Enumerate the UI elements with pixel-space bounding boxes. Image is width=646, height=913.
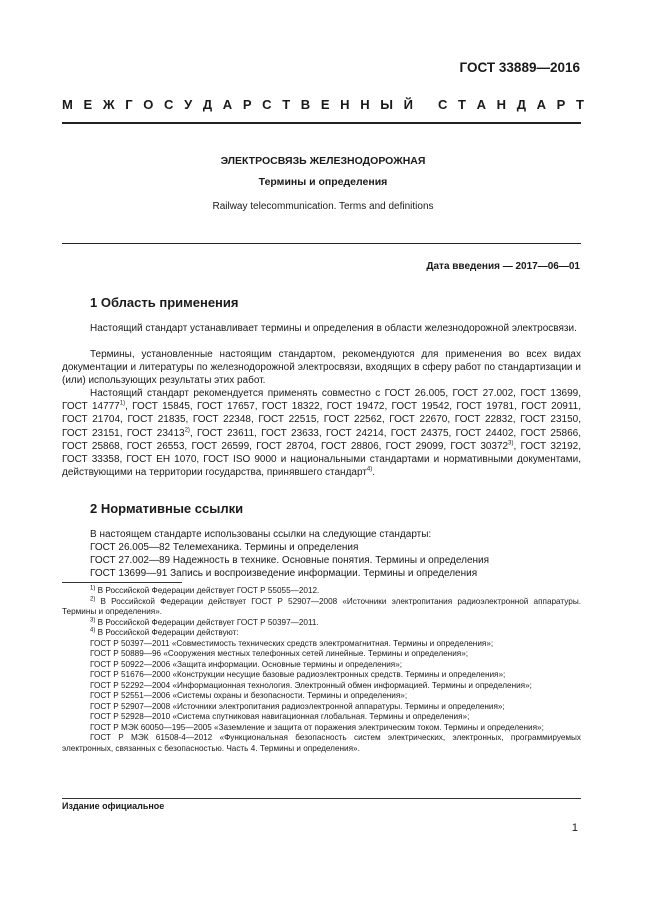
footnote-ref-2: 2)	[184, 427, 190, 434]
normative-reference: ГОСТ 26.005—82 Телемеханика. Термины и определения	[90, 542, 359, 553]
heading-letter: Е	[83, 97, 93, 112]
heading-letter: Р	[556, 97, 566, 112]
footnote-4-item: ГОСТ Р 50922—2006 «Защита информации. Основные термины и определения»;	[90, 659, 403, 669]
heading-gap	[424, 97, 428, 112]
footnote-4-item: ГОСТ Р 52928—2010 «Система спутниковая навигационная глобальная. Термины и определения»;	[90, 712, 470, 721]
heading-letter: Д	[516, 97, 526, 112]
heading-letter: С	[262, 97, 272, 112]
heading-letter: О	[143, 97, 154, 112]
heading-letter: Д	[202, 97, 213, 112]
edition-label: Издание официальное	[62, 801, 165, 811]
footnote-separator	[62, 582, 182, 583]
footnote-4-item: ГОСТ Р 51676—2000 «Конструкции несущие базовые радиоэлектронных средств. Термины и определения»;	[90, 670, 506, 679]
heading-letter: Н	[340, 97, 350, 112]
footnote-ref-4: 4)	[366, 466, 373, 473]
document-subtitle: Термины и определения	[258, 176, 388, 188]
section-2-line: В настоящем стандарте использованы ссылки на следующие стандарты:	[90, 529, 432, 540]
heading-letter: Й	[403, 97, 413, 112]
heading-letter: А	[536, 97, 546, 112]
heading-letter: Н	[360, 97, 370, 112]
footnote-ref-1: 1)	[119, 400, 126, 407]
heading-letter: Р	[242, 97, 252, 112]
section-2-heading: 2 Нормативные ссылки	[90, 501, 244, 516]
normative-reference: ГОСТ 27.002—89 Надежность в технике. Основные понятия. Термины и определения	[90, 555, 490, 566]
heading-letter: С	[437, 97, 448, 112]
page-number: 1	[571, 822, 578, 834]
document-number: ГОСТ 33889—2016	[459, 60, 580, 75]
heading-letter: А	[222, 97, 233, 112]
section-1-paragraph-1: Настоящий стандарт устанавливает термины и определения в области железнодорожной электросвязи.	[90, 323, 577, 334]
footnote-ref-3: 3)	[508, 440, 514, 447]
footnote-4-item: ГОСТ Р МЭК 61508-4—2012 «Функциональная безопасность систем электрических, электронных, программируемых электронных, связанных с безопасностью. Часть 4. Термины и определения».	[62, 733, 581, 753]
heading-letter: Т	[282, 97, 291, 112]
heading-letter: А	[476, 97, 486, 112]
footnote-4-item: ГОСТ Р 52551—2006 «Системы охраны и безопасности. Термины и определения»;	[90, 691, 408, 700]
introduction-date: Дата введения — 2017—06—01	[426, 261, 580, 272]
footnotes-block	[62, 586, 581, 754]
section-1-paragraph-2: Термины, установленные настоящим стандартом, рекомендуются для применения во всех видах документации и литературы по железнодорожной электросвязи, входящих в сферу работ по стандартизации и (или) использующих результаты этих работ.	[62, 349, 581, 387]
footnote-4-item: ГОСТ Р 52907—2008 «Источники электропитания радиоэлектронной аппаратуры. Термины и определения»;	[90, 701, 505, 711]
footnote-4-item: ГОСТ Р 50397—2011 «Совместимость технических средств электромагнитная. Термины и определения»;	[90, 638, 494, 648]
top-rule	[62, 122, 581, 124]
section-1-heading: 1 Область применения	[90, 295, 239, 310]
title-rule	[62, 243, 581, 244]
edition-rule	[62, 798, 581, 799]
heading-letter: У	[184, 97, 193, 112]
standard-type-heading	[62, 97, 584, 112]
footnote-4-item: ГОСТ Р 50889—96 «Сооружения местных телефонных сетей линейные. Термины и определения»;	[90, 649, 469, 658]
normative-reference: ГОСТ 13699—91 Запись и воспроизведение информации. Термины и определения	[90, 568, 478, 579]
heading-letter: Т	[457, 97, 466, 112]
heading-letter: Н	[496, 97, 507, 112]
heading-letter: Ы	[380, 97, 393, 112]
document-title: ЭЛЕКТРОСВЯЗЬ ЖЕЛЕЗНОДОРОЖНАЯ	[220, 155, 426, 167]
footnote-2: $^{2)}$ В Российской Федерации действует ГОСТ Р 52907—2008 «Источники электропитания радиоэлектронной аппаратуры. Термины и определения».	[62, 595, 581, 616]
heading-letter: Г	[125, 97, 133, 112]
heading-letter: М	[62, 97, 73, 112]
heading-letter: Ж	[102, 97, 115, 112]
footnote-4-item: ГОСТ Р МЭК 60050—195—2005 «Заземление и защита от поражения электрическим током. Термины и определения»;	[90, 722, 544, 732]
heading-letter: С	[164, 97, 174, 112]
english-title: Railway telecommunication. Terms and definitions	[212, 201, 434, 212]
footnote-4: $^{4)}$ В Российской Федерации действуют:	[90, 627, 239, 637]
heading-letter: В	[300, 97, 311, 112]
footnote-3: $^{3)}$ В Российской Федерации действует ГОСТ Р 50397—2011.	[90, 616, 319, 627]
footnote-4-item: ГОСТ Р 52292—2004 «Информационная технология. Электронный обмен информацией. Термины и определения»;	[90, 680, 532, 690]
heading-letter: Т	[575, 97, 584, 112]
heading-letter: Е	[320, 97, 330, 112]
footnote-1: $^{1)}$ В Российской Федерации действует ГОСТ Р 55055—2012.	[90, 585, 320, 595]
section-1-paragraph-3: Настоящий стандарт рекомендуется применять совместно с ГОСТ 26.005, ГОСТ 27.002, ГОСТ 13699, ГОСТ 14777$^{1)}$, ГОСТ 15845, ГОСТ 17657, ГОСТ 18322, ГОСТ 19472, ГОСТ 19542, ГОСТ 19781, ГОСТ 20911, ГОСТ 21704, ГОСТ 21835, ГОСТ 22348, ГОСТ 22515, ГОСТ 22562, ГОСТ 22670, ГОСТ 22832, ГОСТ 23150, ГОСТ 23151, ГОСТ 23413$^{2)}$, ГОСТ 23611, ГОСТ 23633, ГОСТ 24214, ГОСТ 24375, ГОСТ 24402, ГОСТ 25866, ГОСТ 25868, ГОСТ 26553, ГОСТ 26599, ГОСТ 28704, ГОСТ 28806, ГОСТ 29099, ГОСТ 30372$^{3)}$, ГОСТ 32192, ГОСТ 33358, ГОСТ EH 1070, ГОСТ ISO 9000 и национальными стандартами и нормативными документами, действующими на территории государства, принявшего стандарт$^{4)}$.	[62, 388, 581, 479]
